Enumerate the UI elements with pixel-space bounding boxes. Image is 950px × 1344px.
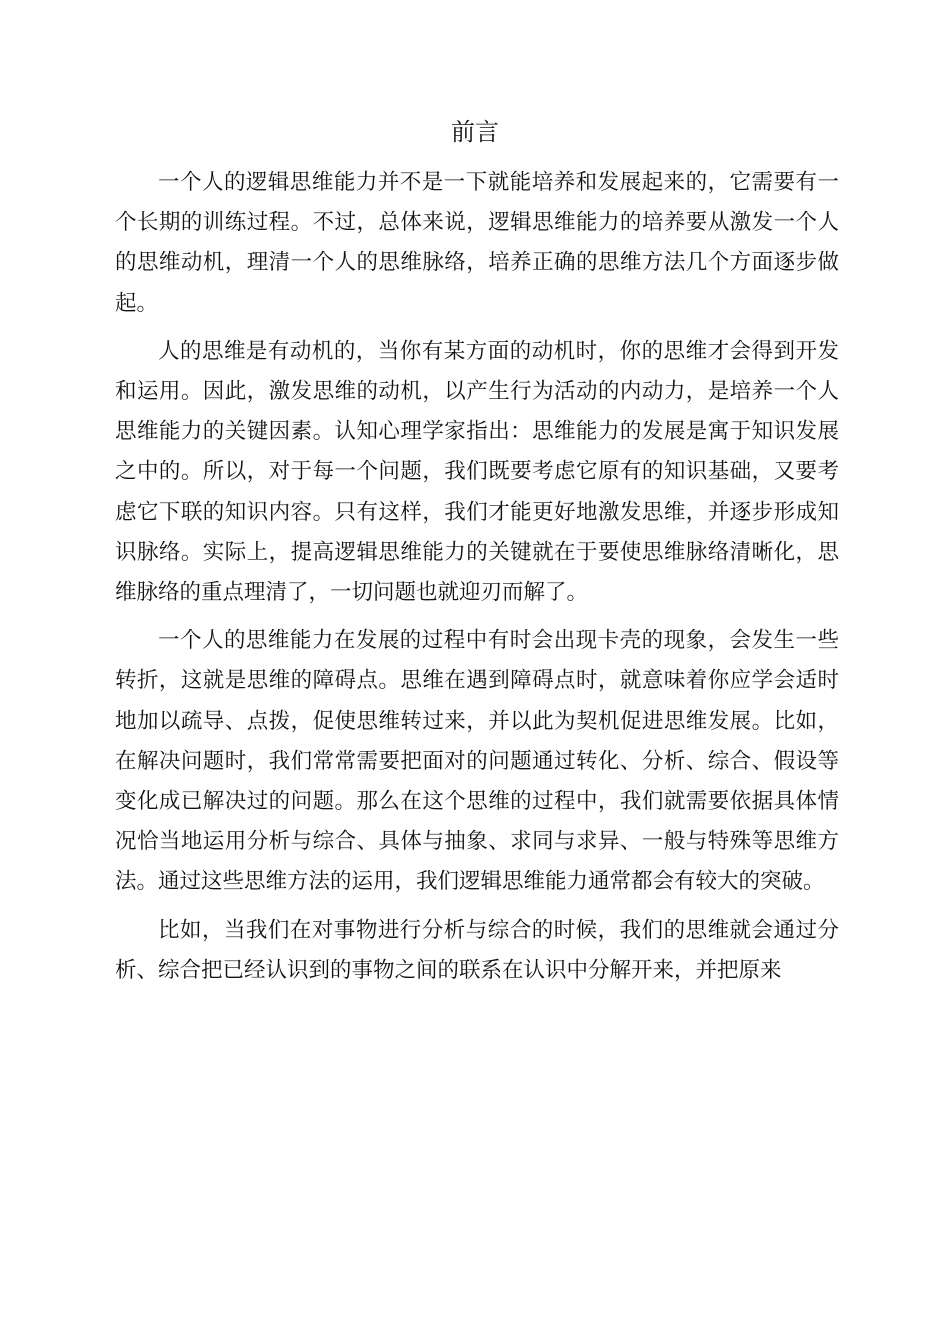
paragraph-1: 一个人的逻辑思维能力并不是一下就能培养和发展起来的，它需要有一个长期的训练过程。不过，总体来说，逻辑思维能力的培养要从激发一个人的思维动机，理清一个人的思维脉络，培养正确的思维方法几个方面逐步做起。 <box>115 170 839 316</box>
paragraph-4: 比如，当我们在对事物进行分析与综合的时候，我们的思维就会通过分析、综合把已经认识到的事物之间的联系在认识中分解开来，并把原来 <box>115 917 839 983</box>
paragraph-2: 人的思维是有动机的，当你有某方面的动机时，你的思维才会得到开发和运用。因此，激发思维的动机，以产生行为活动的内动力，是培养一个人思维能力的关键因素。认知心理学家指出：思维能力的发展是寓于知识发展之中的。所以，对于每一个问题，我们既要考虑它原有的知识基础，又要考虑它下联的知识内容。只有这样，我们才能更好地激发思维，并逐步形成知识脉络。实际上，提高逻辑思维能力的关键就在于要使思维脉络清晰化，思维脉络的重点理清了，一切问题也就迎刃而解了。 <box>115 338 839 606</box>
document-title: 前言 <box>451 118 499 146</box>
document-body <box>115 163 839 999</box>
paragraph-3: 一个人的思维能力在发展的过程中有时会出现卡壳的现象，会发生一些转折，这就是思维的障碍点。思维在遇到障碍点时，就意味着你应学会适时地加以疏导、点拨，促使思维转过来，并以此为契机促进思维发展。比如，在解决问题时，我们常常需要把面对的问题通过转化、分析、综合、假设等变化成已解决过的问题。那么在这个思维的过程中，我们就需要依据具体情况恰当地运用分析与综合、具体与抽象、求同与求异、一般与特殊等思维方法。通过这些思维方法的运用，我们逻辑思维能力通常都会有较大的突破。 <box>115 628 839 895</box>
